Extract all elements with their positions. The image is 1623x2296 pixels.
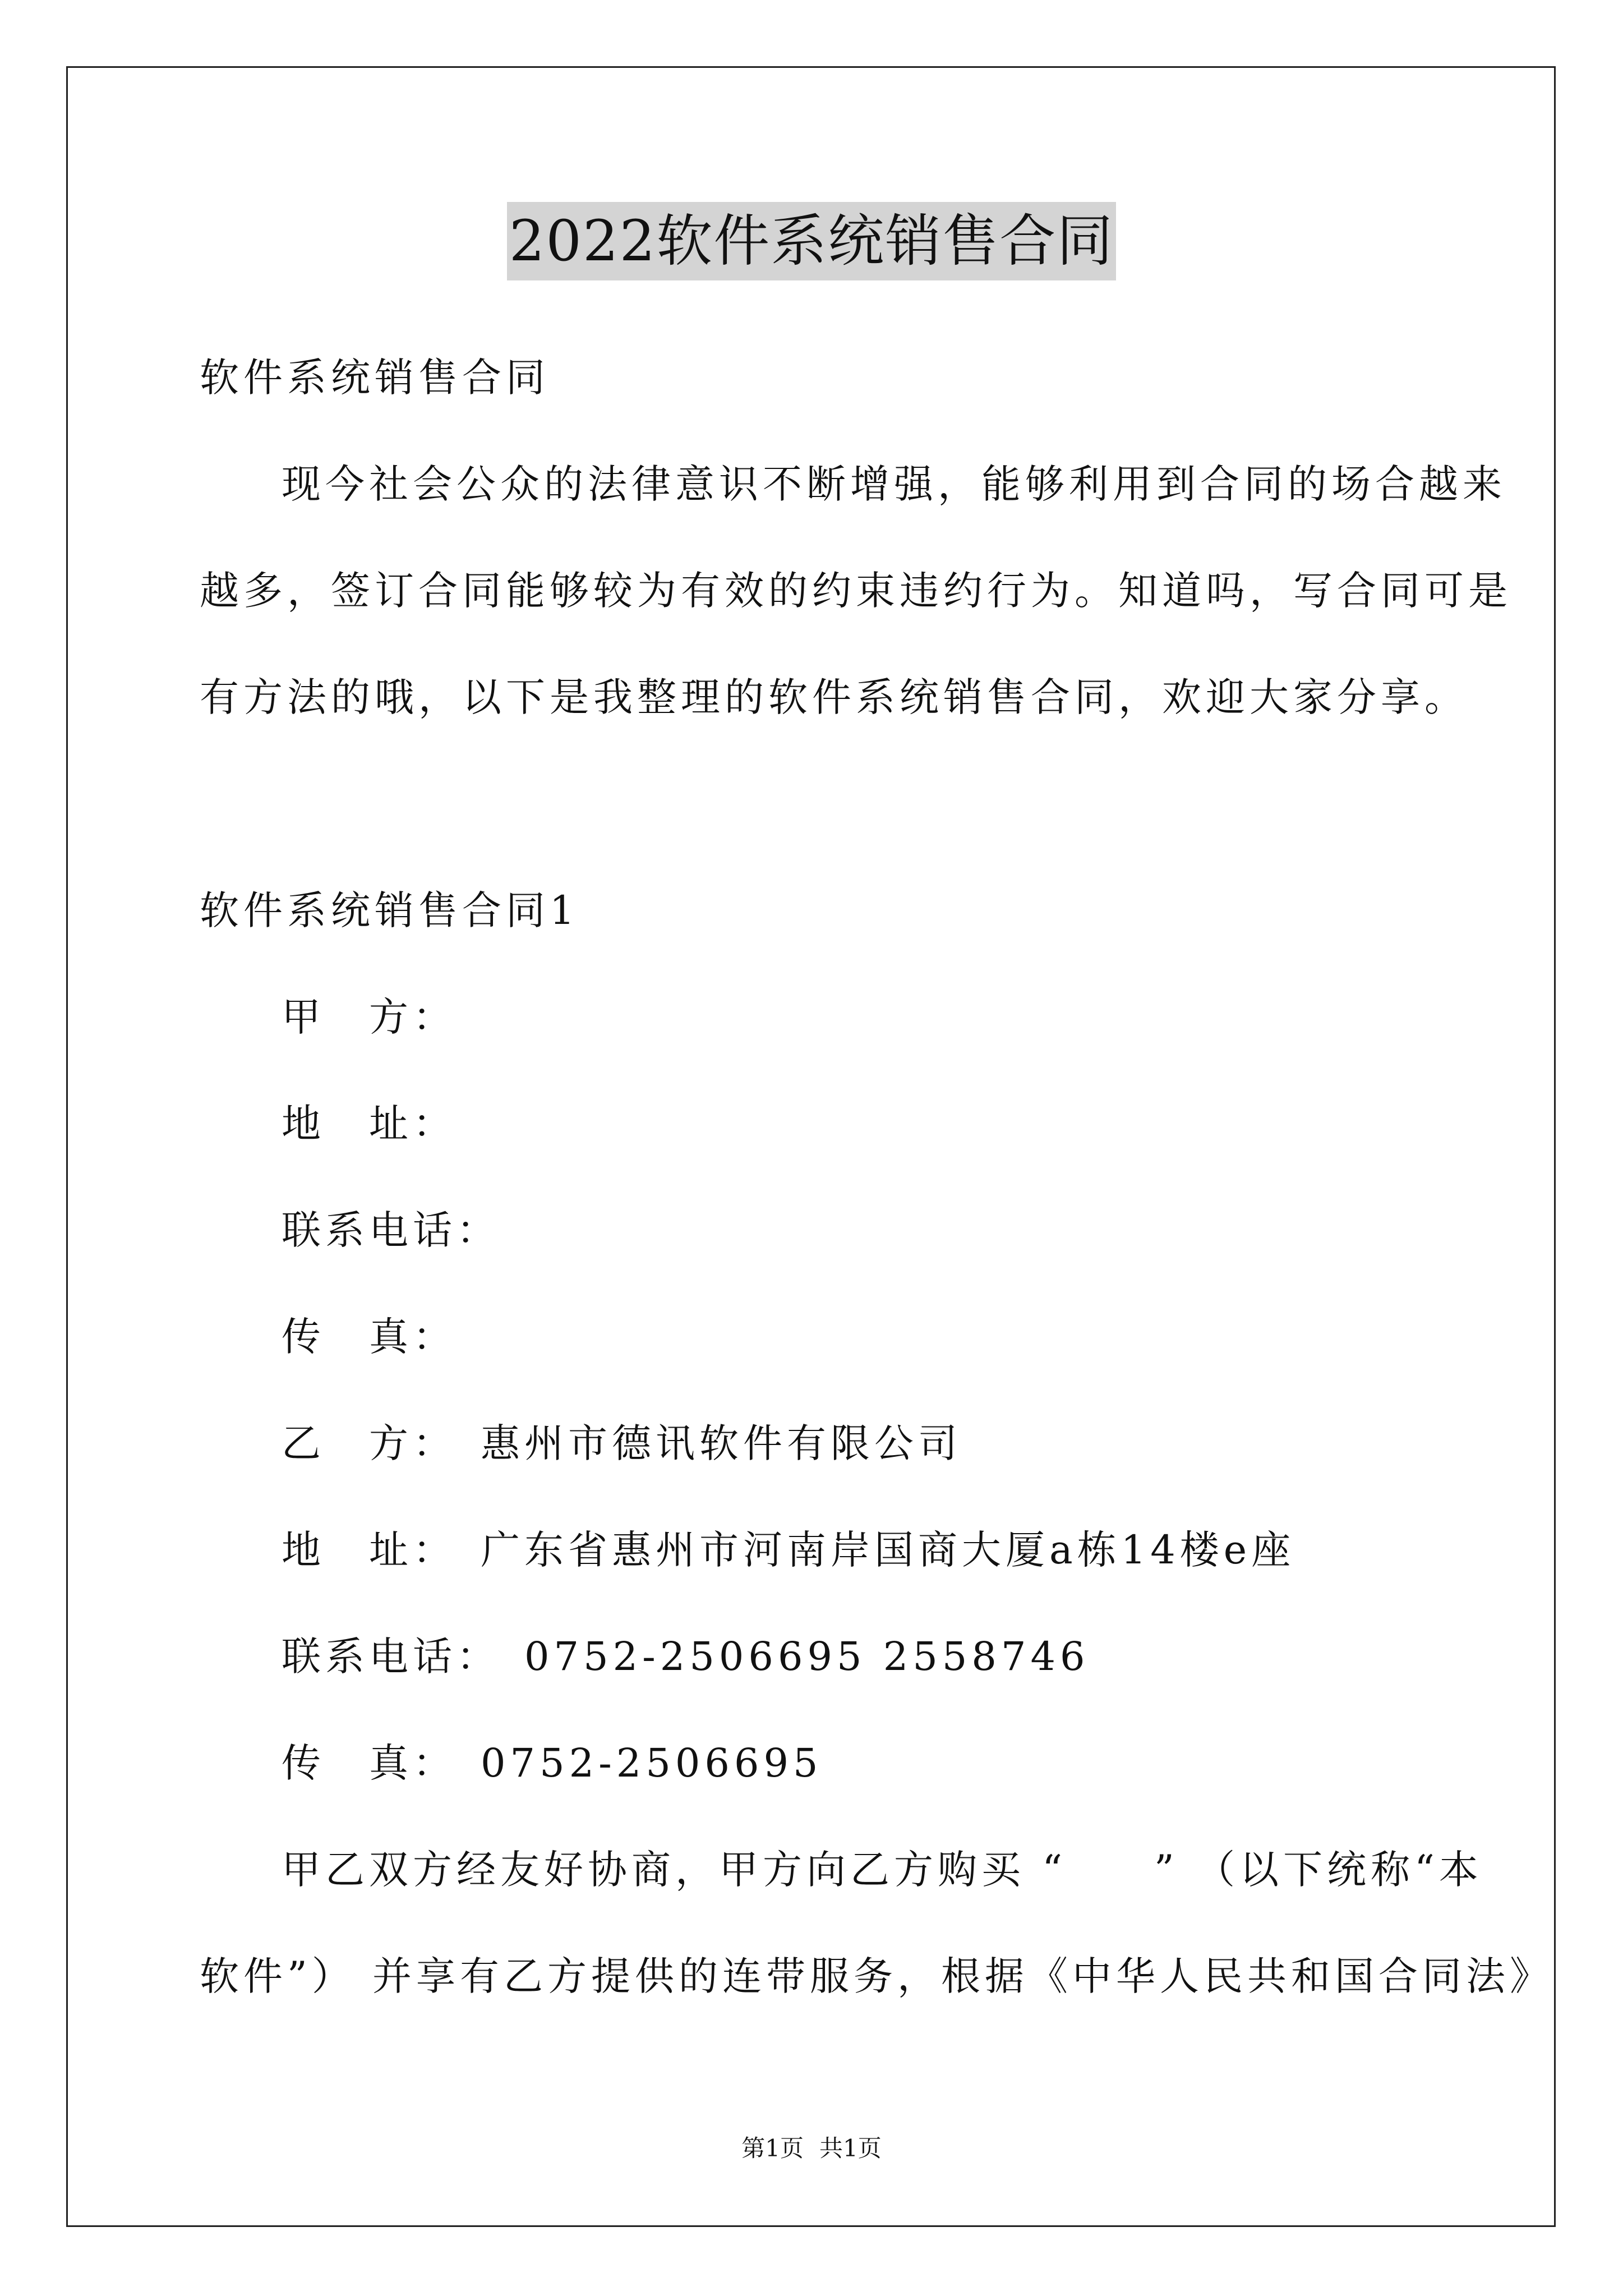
intro-heading: 软件系统销售合同 [200, 355, 550, 401]
page-number: 第1页 [741, 2134, 804, 2162]
intro-paragraph-line-1: 现今社会公众的法律意识不断增强，能够利用到合同的场合越来 [282, 461, 1506, 507]
party-a-fax: 传 真： [282, 1314, 457, 1360]
party-b-fax: 传 真： 0752-2506695 [282, 1740, 823, 1786]
party-a-phone: 联系电话： [282, 1207, 500, 1253]
agreement-line-1: 甲乙双方经友好协商，甲方向乙方购买 “ ” （以下统称“本 [282, 1847, 1483, 1893]
party-a-address: 地 址： [282, 1101, 457, 1147]
title-container [0, 202, 1623, 280]
agreement-line-2: 软件”） 并享有乙方提供的连带服务，根据《中华人民共和国合同法》 [200, 1953, 1554, 1999]
section-heading: 软件系统销售合同1 [200, 887, 579, 933]
party-b-address: 地 址： 广东省惠州市河南岸国商大厦a栋14楼e座 [282, 1527, 1295, 1573]
party-b-name: 乙 方： 惠州市德讯软件有限公司 [282, 1420, 962, 1466]
party-a-name: 甲 方： [282, 994, 457, 1040]
document-title: 2022软件系统销售合同 [507, 202, 1117, 280]
page-total: 共1页 [819, 2134, 882, 2162]
intro-paragraph-line-3: 有方法的哦，以下是我整理的软件系统销售合同，欢迎大家分享。 [200, 674, 1468, 720]
intro-paragraph-line-2: 越多，签订合同能够较为有效的约束违约行为。知道吗，写合同可是 [200, 568, 1512, 614]
page-footer [0, 2132, 1623, 2165]
party-b-phone: 联系电话： 0752-2506695 2558746 [282, 1634, 1090, 1680]
